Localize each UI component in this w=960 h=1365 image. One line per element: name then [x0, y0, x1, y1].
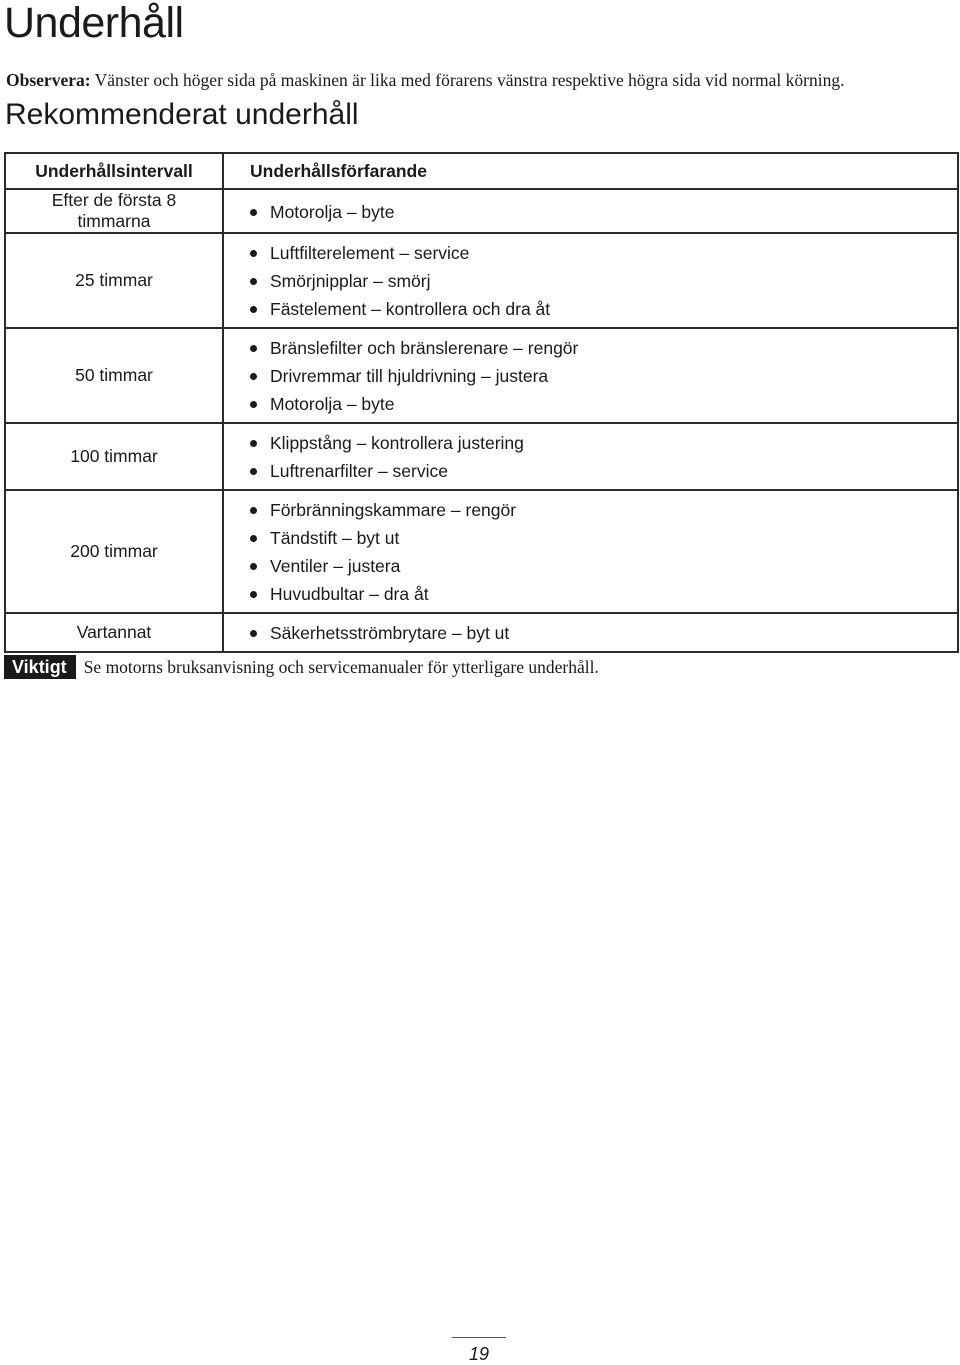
procedure-cell [223, 490, 958, 613]
procedure-cell [223, 423, 958, 490]
table-row [5, 423, 958, 490]
task-item: Luftfilterelement – service [250, 239, 957, 267]
procedure-cell [223, 613, 958, 652]
task-item: Tändstift – byt ut [250, 524, 957, 552]
interval-cell [5, 613, 223, 652]
note-label: Observera: [6, 70, 91, 90]
interval-text: 25 timmar [75, 270, 153, 290]
task-list [250, 491, 957, 612]
important-text: Se motorns bruksanvisning och servicemanualer för ytterligare underhåll. [83, 656, 599, 677]
table-header-row [5, 153, 958, 189]
table-row [5, 189, 958, 233]
task-item: Förbränningskammare – rengör [250, 496, 957, 524]
task-item: Ventiler – justera [250, 552, 957, 580]
interval-text: Efter de första 8 [51, 190, 177, 210]
task-item: Motorolja – byte [250, 198, 957, 226]
task-list [250, 424, 957, 489]
maintenance-table [4, 152, 959, 653]
task-item: Smörjnipplar – smörj [250, 267, 957, 295]
task-item: Klippstång – kontrollera justering [250, 429, 957, 457]
table-row [5, 328, 958, 423]
procedure-cell [223, 328, 958, 423]
procedure-cell [223, 189, 958, 233]
note-paragraph [6, 69, 844, 91]
interval-cell [5, 328, 223, 423]
interval-text: Vartannat [76, 622, 152, 642]
footer-divider [452, 1337, 506, 1338]
task-item: Fästelement – kontrollera och dra åt [250, 295, 957, 323]
column-header-interval: Underhållsintervall [5, 153, 223, 189]
task-item: Bränslefilter och bränslerenare – rengör [250, 334, 957, 362]
interval-text: 100 timmar [70, 446, 158, 466]
procedure-cell [223, 233, 958, 328]
table-row [5, 613, 958, 652]
task-item: Säkerhetsströmbrytare – byt ut [250, 619, 957, 647]
interval-cell [5, 490, 223, 613]
task-list [250, 193, 957, 230]
task-list [250, 614, 957, 651]
task-item: Drivremmar till hjuldrivning – justera [250, 362, 957, 390]
task-item: Luftrenarfilter – service [250, 457, 957, 485]
important-badge: Viktigt [4, 655, 76, 679]
task-item: Motorolja – byte [250, 390, 957, 418]
task-list [250, 329, 957, 422]
note-text: Vänster och höger sida på maskinen är lika med förarens vänstra respektive högra sida vid normal körning. [90, 70, 845, 90]
task-list [250, 234, 957, 327]
interval-cell [5, 423, 223, 490]
interval-text: timmarna [77, 211, 151, 231]
table-row [5, 490, 958, 613]
task-item: Huvudbultar – dra åt [250, 580, 957, 608]
page-number: 19 [468, 1344, 490, 1364]
interval-text: 200 timmar [70, 541, 158, 561]
column-header-procedure: Underhållsförfarande [223, 153, 958, 189]
page-title: Underhåll [4, 0, 184, 47]
table-body [5, 189, 958, 652]
interval-cell [5, 189, 223, 233]
important-notice [4, 655, 599, 679]
section-title: Rekommenderat underhåll [5, 98, 359, 131]
interval-text: 50 timmar [75, 365, 153, 385]
interval-cell [5, 233, 223, 328]
table-row [5, 233, 958, 328]
